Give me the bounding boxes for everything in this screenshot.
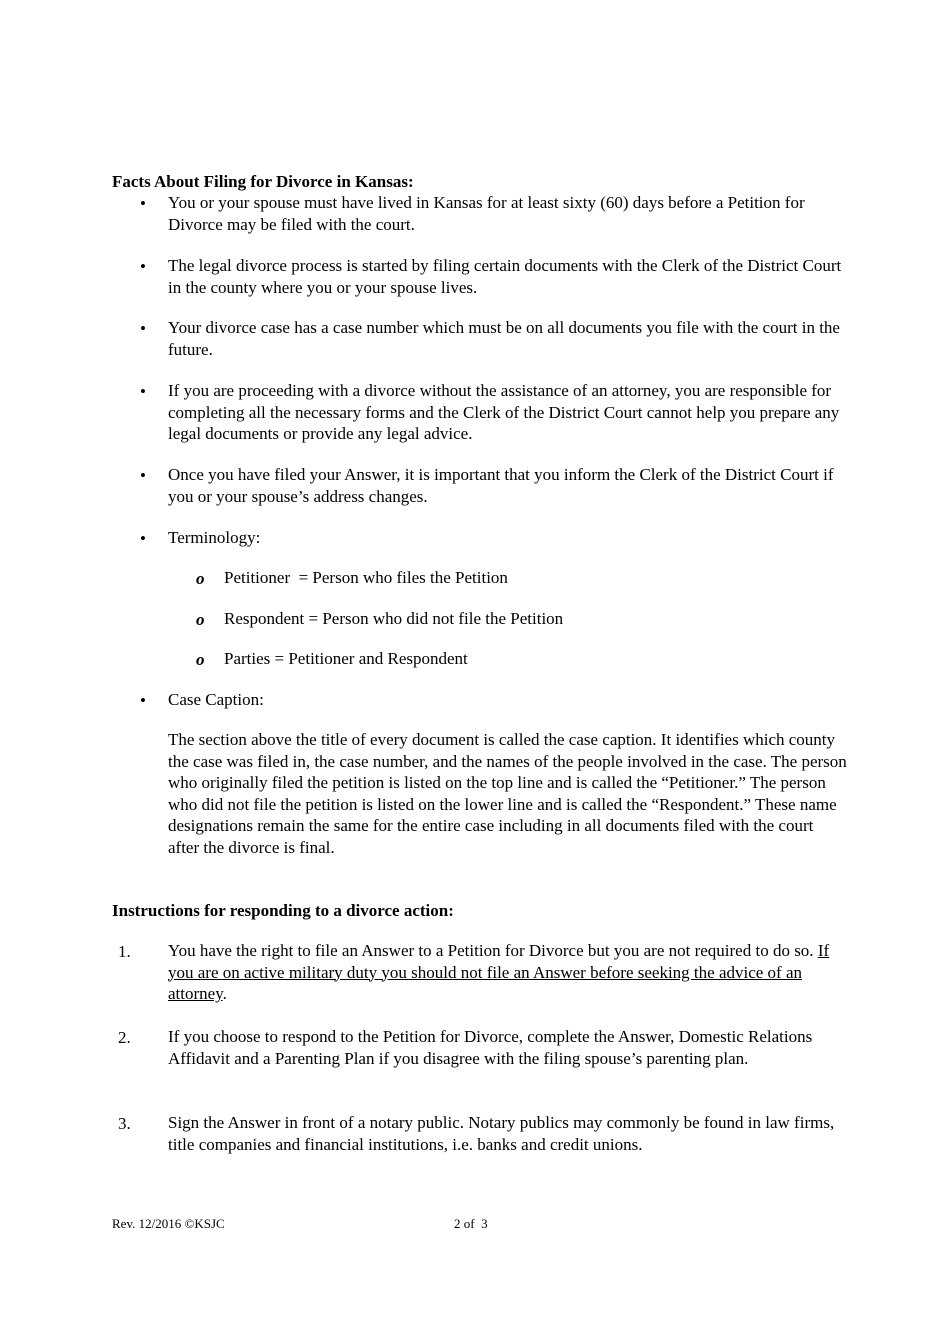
- terminology-item: Parties = Petitioner and Respondent: [224, 649, 468, 668]
- list-number: 3.: [118, 1114, 131, 1133]
- case-caption-label: Case Caption:: [168, 690, 264, 709]
- facts-item: Once you have filed your Answer, it is important that you inform the Clerk of the District Court if you or your spouse’s address changes.: [168, 465, 834, 506]
- circle-bullet-icon: o: [196, 569, 205, 588]
- instruction-text: You have the right to file an Answer to a Petition for Divorce but you are not required to do so.: [168, 941, 818, 960]
- instructions-heading: Instructions for responding to a divorce action:: [112, 901, 454, 920]
- bullet-icon: •: [140, 194, 146, 213]
- bullet-icon: •: [140, 382, 146, 401]
- circle-bullet-icon: o: [196, 650, 205, 669]
- case-caption-text: The section above the title of every document is called the case caption. It identifies which county the case was filed in, the case number, and the names of the people involved in the case. The person who originally filed the petition is listed on the top line and is called the “Petitioner.” The person who did not file the petition is listed on the lower line and is called the “Respondent.” These name designations remain the same for the entire case including in all documents filed with the court after the divorce is final.: [168, 730, 847, 857]
- instruction-item: If you choose to respond to the Petition for Divorce, complete the Answer, Domestic Relations Affidavit and a Parenting Plan if you disagree with the filing spouse’s parenting plan.: [168, 1027, 813, 1068]
- revision-footer: Rev. 12/2016 ©KSJC: [112, 1216, 225, 1231]
- list-number: 2.: [118, 1028, 131, 1047]
- facts-item: The legal divorce process is started by filing certain documents with the Clerk of the District Court in the county where you or your spouse lives.: [168, 256, 842, 297]
- facts-heading: Facts About Filing for Divorce in Kansas:: [112, 172, 414, 191]
- bullet-icon: •: [140, 257, 146, 276]
- instruction-item: [168, 940, 848, 1005]
- circle-bullet-icon: o: [196, 610, 205, 629]
- bullet-icon: •: [140, 466, 146, 485]
- bullet-icon: •: [140, 319, 146, 338]
- bullet-icon: •: [140, 691, 146, 710]
- military-warning: If you are on active military duty you should not file an Answer before seeking the advice of an attorney: [168, 941, 830, 1003]
- facts-item: You or your spouse must have lived in Kansas for at least sixty (60) days before a Petition for Divorce may be filed with the court.: [168, 193, 805, 234]
- instruction-tail: .: [222, 984, 227, 1003]
- terminology-item: Respondent = Person who did not file the Petition: [224, 609, 564, 628]
- page-number: 2 of 3: [454, 1216, 488, 1231]
- terminology-item: Petitioner = Person who files the Petition: [224, 568, 508, 587]
- facts-item: Your divorce case has a case number which must be on all documents you file with the court in the future.: [168, 318, 840, 359]
- terminology-label: Terminology:: [168, 528, 261, 547]
- instruction-item: Sign the Answer in front of a notary public. Notary publics may commonly be found in law firms, title companies and financial institutions, i.e. banks and credit unions.: [168, 1113, 835, 1154]
- bullet-icon: •: [140, 529, 146, 548]
- list-number: 1.: [118, 942, 131, 961]
- facts-item: If you are proceeding with a divorce without the assistance of an attorney, you are responsible for completing all the necessary forms and the Clerk of the District Court cannot help you prepare any legal documents or provide any legal advice.: [168, 381, 840, 443]
